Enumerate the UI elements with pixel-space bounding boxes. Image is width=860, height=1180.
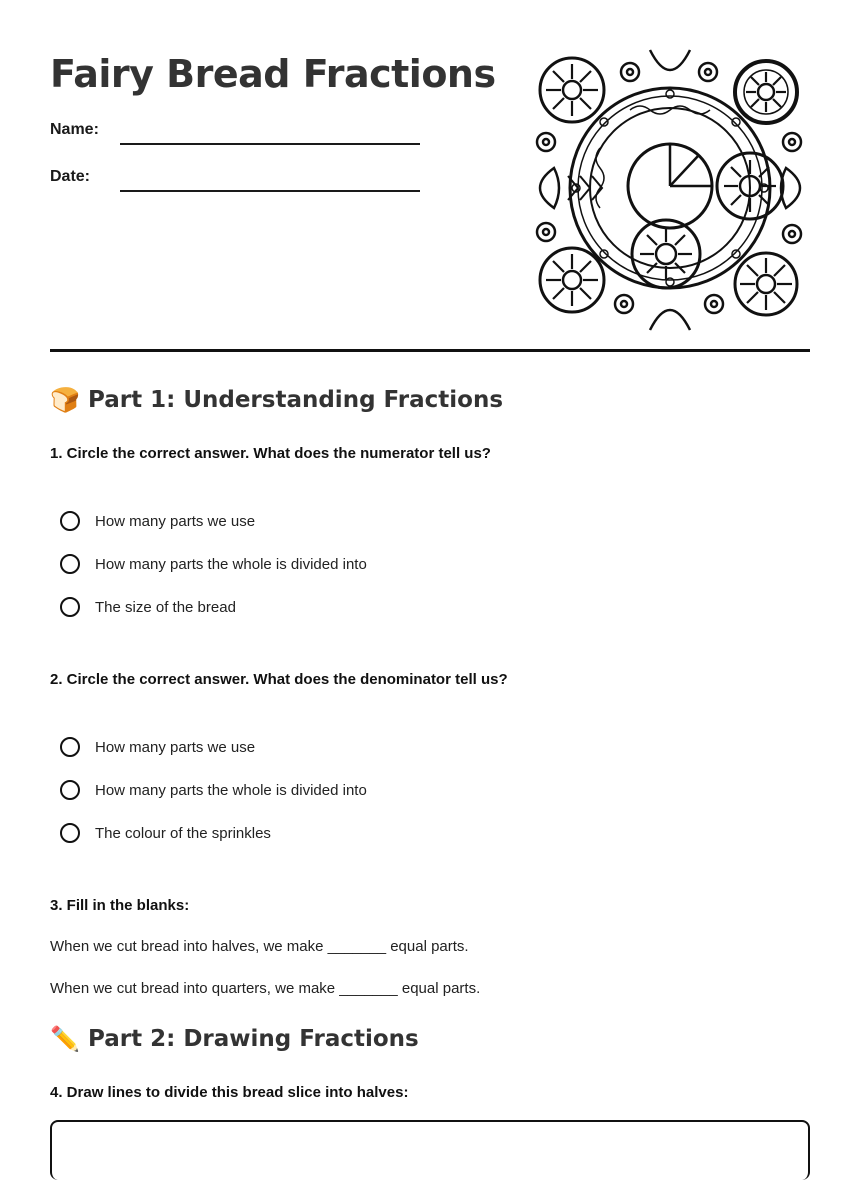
worksheet-page bbox=[50, 0, 810, 1161]
option-label: How many parts we use bbox=[95, 738, 256, 756]
bread-icon: 🍞 bbox=[50, 386, 80, 414]
q2-option-1[interactable] bbox=[60, 737, 255, 757]
question-2-prompt: 2. Circle the correct answer. What does the denominator tell us? bbox=[50, 671, 508, 688]
date-line[interactable] bbox=[120, 190, 420, 192]
drawing-area-box[interactable] bbox=[50, 1120, 810, 1180]
radio-circle-icon[interactable] bbox=[60, 597, 80, 617]
radio-circle-icon[interactable] bbox=[60, 511, 80, 531]
radio-circle-icon[interactable] bbox=[60, 780, 80, 800]
question-3-prompt: 3. Fill in the blanks: bbox=[50, 897, 190, 914]
q2-option-3[interactable] bbox=[60, 823, 271, 843]
option-label: How many parts the whole is divided into bbox=[95, 781, 367, 799]
part1-heading-text: Part 1: Understanding Fractions bbox=[88, 387, 504, 413]
section-divider bbox=[50, 349, 810, 352]
question-4-prompt: 4. Draw lines to divide this bread slice into halves: bbox=[50, 1084, 409, 1101]
q1-option-1[interactable] bbox=[60, 511, 255, 531]
option-label: The size of the bread bbox=[95, 598, 236, 616]
date-label: Date: bbox=[50, 168, 91, 185]
question-1-prompt: 1. Circle the correct answer. What does the numerator tell us? bbox=[50, 445, 491, 462]
radio-circle-icon[interactable] bbox=[60, 737, 80, 757]
radio-circle-icon[interactable] bbox=[60, 823, 80, 843]
option-label: How many parts we use bbox=[95, 512, 256, 530]
part2-heading-text: Part 2: Drawing Fractions bbox=[88, 1026, 419, 1052]
fill-blank-sentence-1: When we cut bread into halves, we make _______ equal parts. bbox=[50, 938, 469, 955]
radio-circle-icon[interactable] bbox=[60, 554, 80, 574]
name-label: Name: bbox=[50, 121, 99, 138]
decorative-mandala-illustration bbox=[530, 48, 810, 332]
option-label: How many parts the whole is divided into bbox=[95, 555, 367, 573]
page-title: Fairy Bread Fractions bbox=[50, 52, 496, 96]
fill-blank-sentence-2: When we cut bread into quarters, we make _______ equal parts. bbox=[50, 980, 481, 997]
part2-heading bbox=[50, 1025, 419, 1053]
q2-option-2[interactable] bbox=[60, 780, 367, 800]
pencil-icon: ✏️ bbox=[50, 1025, 80, 1053]
name-line[interactable] bbox=[120, 143, 420, 145]
option-label: The colour of the sprinkles bbox=[95, 824, 271, 842]
q1-option-3[interactable] bbox=[60, 597, 236, 617]
q1-option-2[interactable] bbox=[60, 554, 367, 574]
part1-heading bbox=[50, 386, 503, 414]
